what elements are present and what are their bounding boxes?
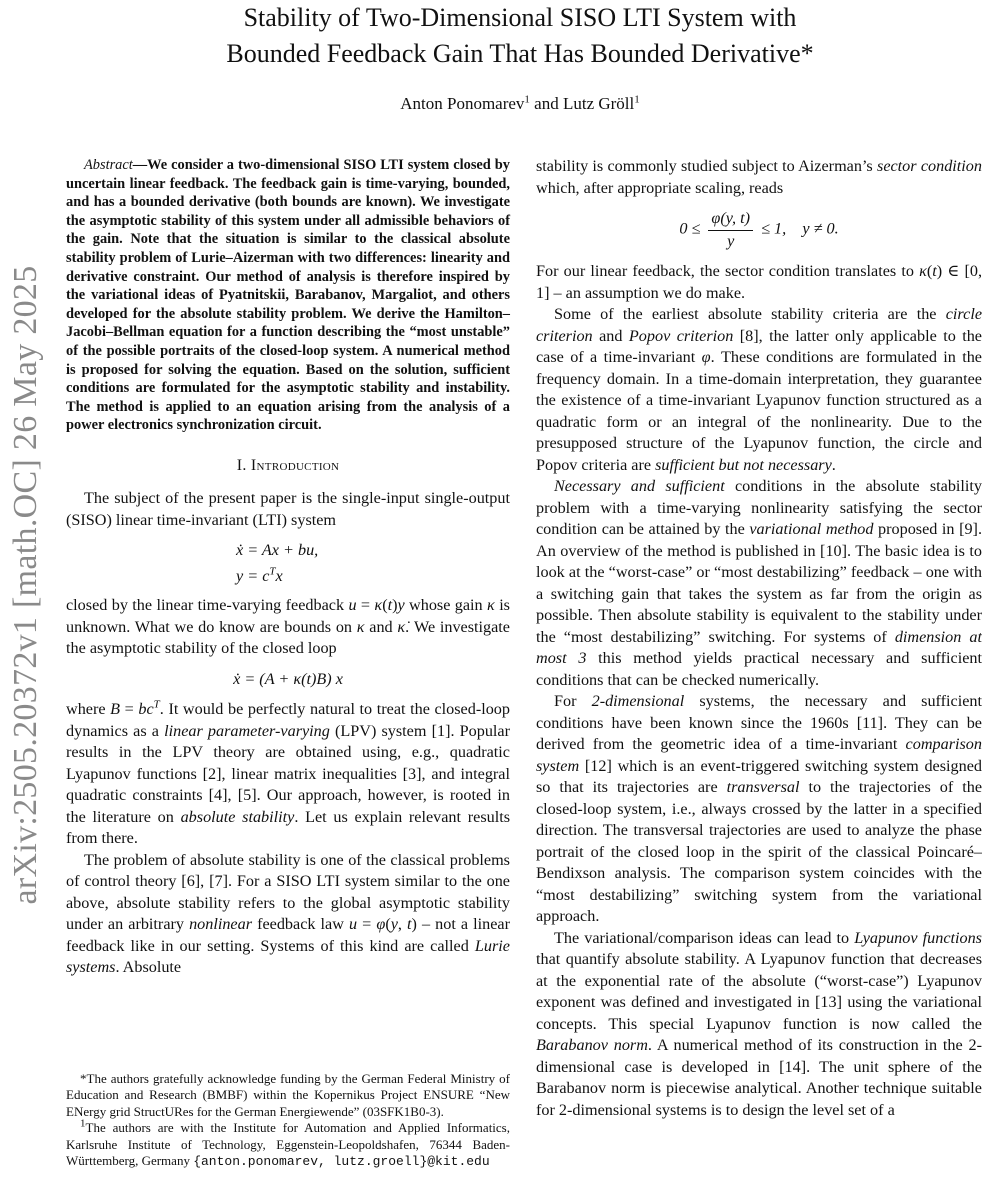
author-email: {anton.ponomarev, lutz.groell}@kit.edu (193, 1154, 490, 1170)
abstract-text: We consider a two-dimensional SISO LTI system closed by uncertain linear feedback. The feedback gain is time-varying, bounded, and has a bounded derivative (both bounds are known). We investigate the asymptotic stability of this system under all admissible behaviors of the gain. Note that the situation is similar to the classical absolute stability problem of Lurie–Aizerman with two differences: linearity and derivative constraint. Our method of analysis is therefore inspired by the variational ideas of Pyatnitskii, Barabanov, Margaliot, and others developed for the absolute stability problem. We derive the Hamilton–Jacobi–Bellman equation for a function describing the “most unstable” of the possible portraits of the closed-loop system. A numerical method is proposed for solving the equation. Based on the solution, sufficient conditions are formulated for the asymptotic stability and instability. The method is applied to an equation arising from the analysis of a power electronics synchronization circuit. (66, 157, 510, 434)
section-title-sc: Introduction (250, 456, 340, 474)
paragraph: Necessary and sufficient conditions in the absolute stability problem with a time-varying nonlinearity satisfying the sector condition can be attained by the variational method proposed in [9]. An overview of the method is published in [10]. The basic idea is to look at the “worst-case” or “most destabilizing” feedback – one with a switching gain that takes the system as far from the origin as possible. Then absolute stability is equivalent to the stability under the “most destabilizing” switching. For systems of dimension at most 3 this method yields practical necessary and sufficient conditions that can be checked numerically. (536, 477, 982, 689)
paragraph: The variational/comparison ideas can lead to Lyapunov functions that quantify absolute stability. A Lyapunov function that decreases at the exponential rate of the absolute (“worst-case”) Lyapunov exponent was defined and investigated in [13] using the variational concepts. This special Lyapunov function is now called the Barabanov norm. A numerical method of its construction in the 2-dimensional case is developed in [14]. The unit sphere of the Barabanov norm is piecewise analytical. Another technique suitable for 2-dimensional systems is to design the level set of a (536, 928, 982, 1119)
footnote-affiliation-text: The authors are with the Institute for Automation and Applied Informatics, Karlsruhe Institute of Technology, Eggenstein-Leopoldshafen, 76344 Baden-Württemberg, Germany (66, 1120, 510, 1169)
paragraph: Some of the earliest absolute stability criteria are the circle criterion and Popov criterion [8], the latter only applicable to the case of a time-invariant φ. These conditions are formulated in the frequency domain. In a time-domain interpretation, they guarantee the existence of a time-invariant Lyapunov function structured as a quadratic form or an integral of the nonlinearity. Due to the presupposed structure of the Lyapunov function, the circle and Popov criteria are sufficient but not necessary. (536, 305, 982, 474)
author-2: Lutz Gröll (562, 94, 635, 113)
abstract (66, 156, 510, 435)
footnote-mark: 1 (80, 1117, 86, 1130)
paragraph: The subject of the present paper is the single-input single-output (SISO) linear time-invariant (LTI) system (66, 489, 510, 529)
paragraph: For 2-dimensional systems, the necessary and sufficient conditions have been known since the 1960s [11]. They can be derived from the geometric idea of a time-invariant comparison system [12] which is an event-triggered switching system designed so that its trajectories are transversal to the trajectories of the closed-loop system, i.e., always crossed by the latter in a specified direction. The transversal trajectories are used to analyze the phase portrait of the closed loop in the spirit of the classical Poincaré–Bendixson analysis. The comparison system coincides with the “most destabilizing” switching system from the variational approach. (536, 692, 982, 925)
paragraph: For our linear feedback, the sector condition translates to κ(t) ∈ [0, 1] – an assumption we do make. (536, 262, 982, 302)
author-conjunction: and (534, 94, 559, 113)
right-column (536, 156, 982, 1121)
paragraph: The problem of absolute stability is one of the classical problems of control theory [6], [7]. For a SISO LTI system similar to the one above, absolute stability refers to the global asymptotic stability under an arbitrary nonlinear feedback law u = φ(y, t) – not a linear feedback like in our setting. Systems of this kind are called Lurie systems. Absolute (66, 850, 510, 977)
abstract-label: Abstract (84, 157, 133, 173)
author-1: Anton Ponomarev (400, 94, 525, 113)
arxiv-id-label: arXiv:2505.20372v1 [math.OC] 26 May 2025 (7, 265, 44, 905)
equation-sector: 0 ≤ $\frac{\varphi(y, t)}{y}$ ≤ 1, y ≠ 0. (536, 208, 982, 252)
section-heading: I. Introduction (236, 456, 340, 474)
footnotes (66, 1071, 510, 1170)
affil-mark-1: 1 (524, 93, 530, 106)
arxiv-watermark (4, 235, 48, 935)
paper-title (80, 0, 960, 72)
footnote-funding: *The authors gratefully acknowledge funding by the German Federal Ministry of Education and Research (BMBF) within the Kopernikus Project ENSURE “New ENergy grid StructURes for the German Energiewende” (03SFK1B0-3). (66, 1071, 510, 1119)
fraction: $\frac{\varphi(y, t)}{y}$ (708, 208, 753, 252)
abstract-dash: — (132, 157, 148, 173)
paragraph: closed by the linear time-varying feedback u = κ(t)y whose gain κ is unknown. What we do know are bounds on κ and κ̇. We investigate the asymptotic stability of the closed loop (66, 596, 510, 658)
title-line-1: Stability of Two-Dimensional SISO LTI System with (243, 3, 797, 32)
equation-closed-loop: ẋ = (A + κ(t)B) x (233, 669, 343, 688)
left-column (66, 156, 510, 979)
affil-mark-2: 1 (634, 93, 640, 106)
paragraph: where $B = bc^T$. It would be perfectly natural to treat the closed-loop dynamics as a linear parameter-varying (LPV) system [1]. Popular results in the LPV theory are obtained using, e.g., quadratic Lyapunov functions [2], linear matrix inequalities [3], and integral quadratic constraints [4], [5]. Our approach, however, is rooted in the literature on absolute stability. Let us explain relevant results from there. (66, 699, 511, 848)
paragraph: stability is commonly studied subject to Aizerman’s sector condition which, after appropriate scaling, reads (536, 157, 982, 197)
authors (80, 94, 960, 114)
footnote-affiliation (66, 1117, 510, 1170)
title-line-2: Bounded Feedback Gain That Has Bounded Derivative* (226, 39, 814, 68)
equation-system: ẋ = Ax + bu, $y = c^Tx$ (236, 541, 319, 586)
